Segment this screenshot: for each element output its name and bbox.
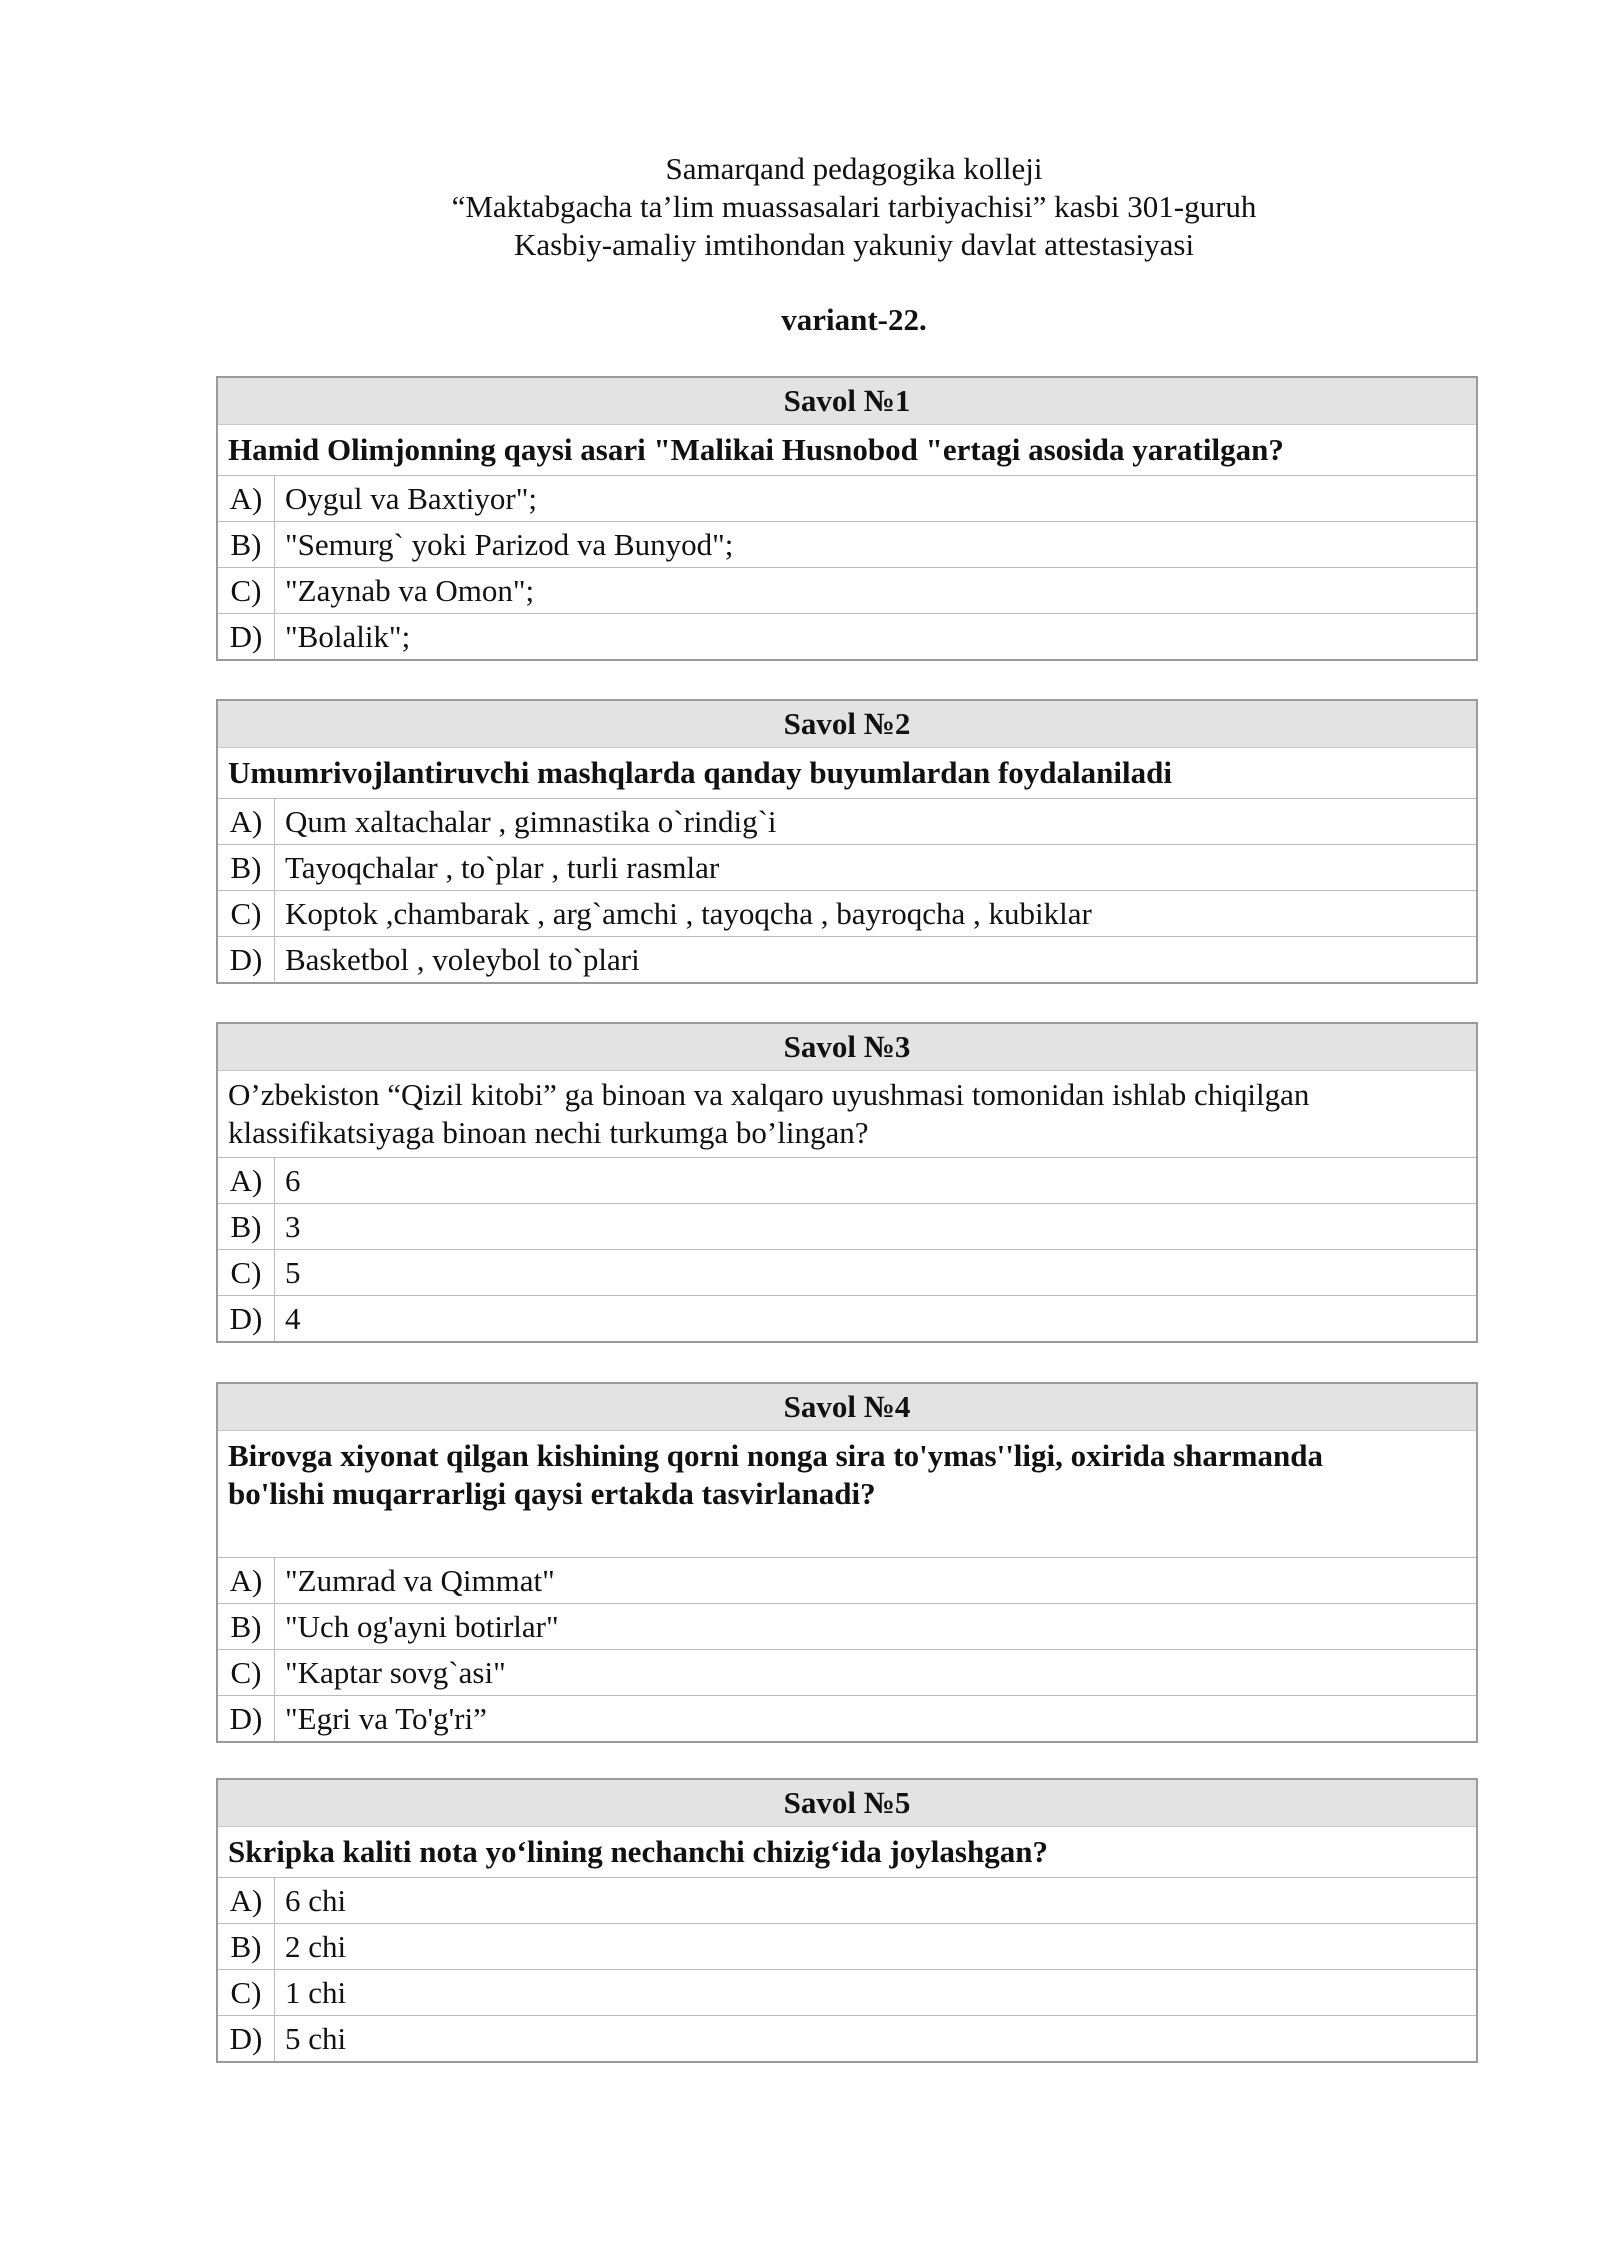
- option-letter: A): [217, 1558, 275, 1604]
- variant-label: variant-22.: [781, 302, 927, 337]
- question-table-3: [216, 1022, 1478, 1343]
- option-text: Oygul va Baxtiyor";: [275, 476, 1478, 522]
- option-text: Qum xaltachalar , gimnastika o`rindig`i: [275, 799, 1478, 845]
- option-letter: D): [217, 937, 275, 984]
- question-text-line: klassifikatsiyaga binoan nechi turkumga bo’lingan?: [228, 1115, 869, 1150]
- option-text: "Egri va To'g'ri”: [275, 1696, 1478, 1743]
- option-text: 5 chi: [275, 2016, 1478, 2063]
- option-text: "Bolalik";: [275, 614, 1478, 661]
- answer-option[interactable]: [217, 937, 1477, 984]
- answer-option[interactable]: [217, 1696, 1477, 1743]
- option-text: 6: [275, 1158, 1478, 1204]
- option-letter: B): [217, 845, 275, 891]
- option-letter: A): [217, 476, 275, 522]
- option-text: "Uch og'ayni botirlar": [275, 1604, 1478, 1650]
- answer-option[interactable]: [217, 2016, 1477, 2063]
- question-title: Savol №5: [217, 1779, 1477, 1827]
- option-letter: C): [217, 1250, 275, 1296]
- document-header: [0, 150, 1600, 264]
- answer-option[interactable]: [217, 1204, 1477, 1250]
- answer-option[interactable]: [217, 845, 1477, 891]
- option-text: 2 chi: [275, 1924, 1478, 1970]
- option-text: "Kaptar sovg`asi": [275, 1650, 1478, 1696]
- option-letter: D): [217, 2016, 275, 2063]
- option-letter: C): [217, 1970, 275, 2016]
- answer-option[interactable]: [217, 1558, 1477, 1604]
- option-text: Koptok ,chambarak , arg`amchi , tayoqcha , bayroqcha , kubiklar: [275, 891, 1478, 937]
- answer-option[interactable]: [217, 1970, 1477, 2016]
- question-text-line: Birovga xiyonat qilgan kishining qorni nonga sira to'ymas''ligi, oxirida sharmanda: [228, 1438, 1323, 1473]
- option-letter: A): [217, 799, 275, 845]
- option-letter: C): [217, 891, 275, 937]
- option-letter: D): [217, 614, 275, 661]
- option-text: 3: [275, 1204, 1478, 1250]
- answer-option[interactable]: [217, 1158, 1477, 1204]
- exam-title: Kasbiy-amaliy imtihondan yakuniy davlat attestasiyasi: [513, 227, 1195, 262]
- question-text: Hamid Olimjonning qaysi asari "Malikai Husnobod "ertagi asosida yaratilgan?: [217, 425, 1477, 476]
- option-letter: C): [217, 1650, 275, 1696]
- question-title: Savol №1: [217, 377, 1477, 425]
- question-text: [217, 1431, 1477, 1558]
- answer-option[interactable]: [217, 799, 1477, 845]
- option-letter: B): [217, 1204, 275, 1250]
- option-letter: A): [217, 1158, 275, 1204]
- answer-option[interactable]: [217, 476, 1477, 522]
- question-title: Savol №3: [217, 1023, 1477, 1071]
- option-letter: C): [217, 568, 275, 614]
- option-text: Tayoqchalar , to`plar , turli rasmlar: [275, 845, 1478, 891]
- question-table-2: [216, 699, 1478, 984]
- option-letter: D): [217, 1696, 275, 1743]
- option-text: "Zumrad va Qimmat": [275, 1558, 1478, 1604]
- option-text: 1 chi: [275, 1970, 1478, 2016]
- question-text: Skripka kaliti nota yo‘lining nechanchi chizig‘ida joylashgan?: [217, 1827, 1477, 1878]
- option-text: "Semurg` yoki Parizod va Bunyod";: [275, 522, 1478, 568]
- question-table-5: [216, 1778, 1478, 2063]
- question-text: [217, 1071, 1477, 1158]
- answer-option[interactable]: [217, 1296, 1477, 1343]
- option-text: 4: [275, 1296, 1478, 1343]
- option-letter: B): [217, 1604, 275, 1650]
- answer-option[interactable]: [217, 1250, 1477, 1296]
- answer-option[interactable]: [217, 1878, 1477, 1924]
- question-text-line: bo'lishi muqarrarligi qaysi ertakda tasvirlanadi?: [228, 1476, 876, 1511]
- answer-option[interactable]: [217, 891, 1477, 937]
- answer-option[interactable]: [217, 1650, 1477, 1696]
- answer-option[interactable]: [217, 1924, 1477, 1970]
- question-text: Umumrivojlantiruvchi mashqlarda qanday buyumlardan foydalaniladi: [217, 748, 1477, 799]
- answer-option[interactable]: [217, 614, 1477, 661]
- question-text-line: O’zbekiston “Qizil kitobi” ga binoan va xalqaro uyushmasi tomonidan ishlab chiqilgan: [228, 1077, 1310, 1112]
- option-letter: A): [217, 1878, 275, 1924]
- option-text: "Zaynab va Omon";: [275, 568, 1478, 614]
- question-title: Savol №2: [217, 700, 1477, 748]
- specialty-line: “Maktabgacha ta’lim muassasalari tarbiyachisi” kasbi 301-guruh: [451, 189, 1257, 224]
- answer-option[interactable]: [217, 1604, 1477, 1650]
- question-table-1: [216, 376, 1478, 661]
- college-name: Samarqand pedagogika kolleji: [665, 151, 1043, 186]
- question-table-4: [216, 1382, 1478, 1743]
- option-letter: D): [217, 1296, 275, 1343]
- answer-option[interactable]: [217, 568, 1477, 614]
- option-text: 5: [275, 1250, 1478, 1296]
- option-text: 6 chi: [275, 1878, 1478, 1924]
- option-text: Basketbol , voleybol to`plari: [275, 937, 1478, 984]
- option-letter: B): [217, 522, 275, 568]
- option-letter: B): [217, 1924, 275, 1970]
- answer-option[interactable]: [217, 522, 1477, 568]
- question-title: Savol №4: [217, 1383, 1477, 1431]
